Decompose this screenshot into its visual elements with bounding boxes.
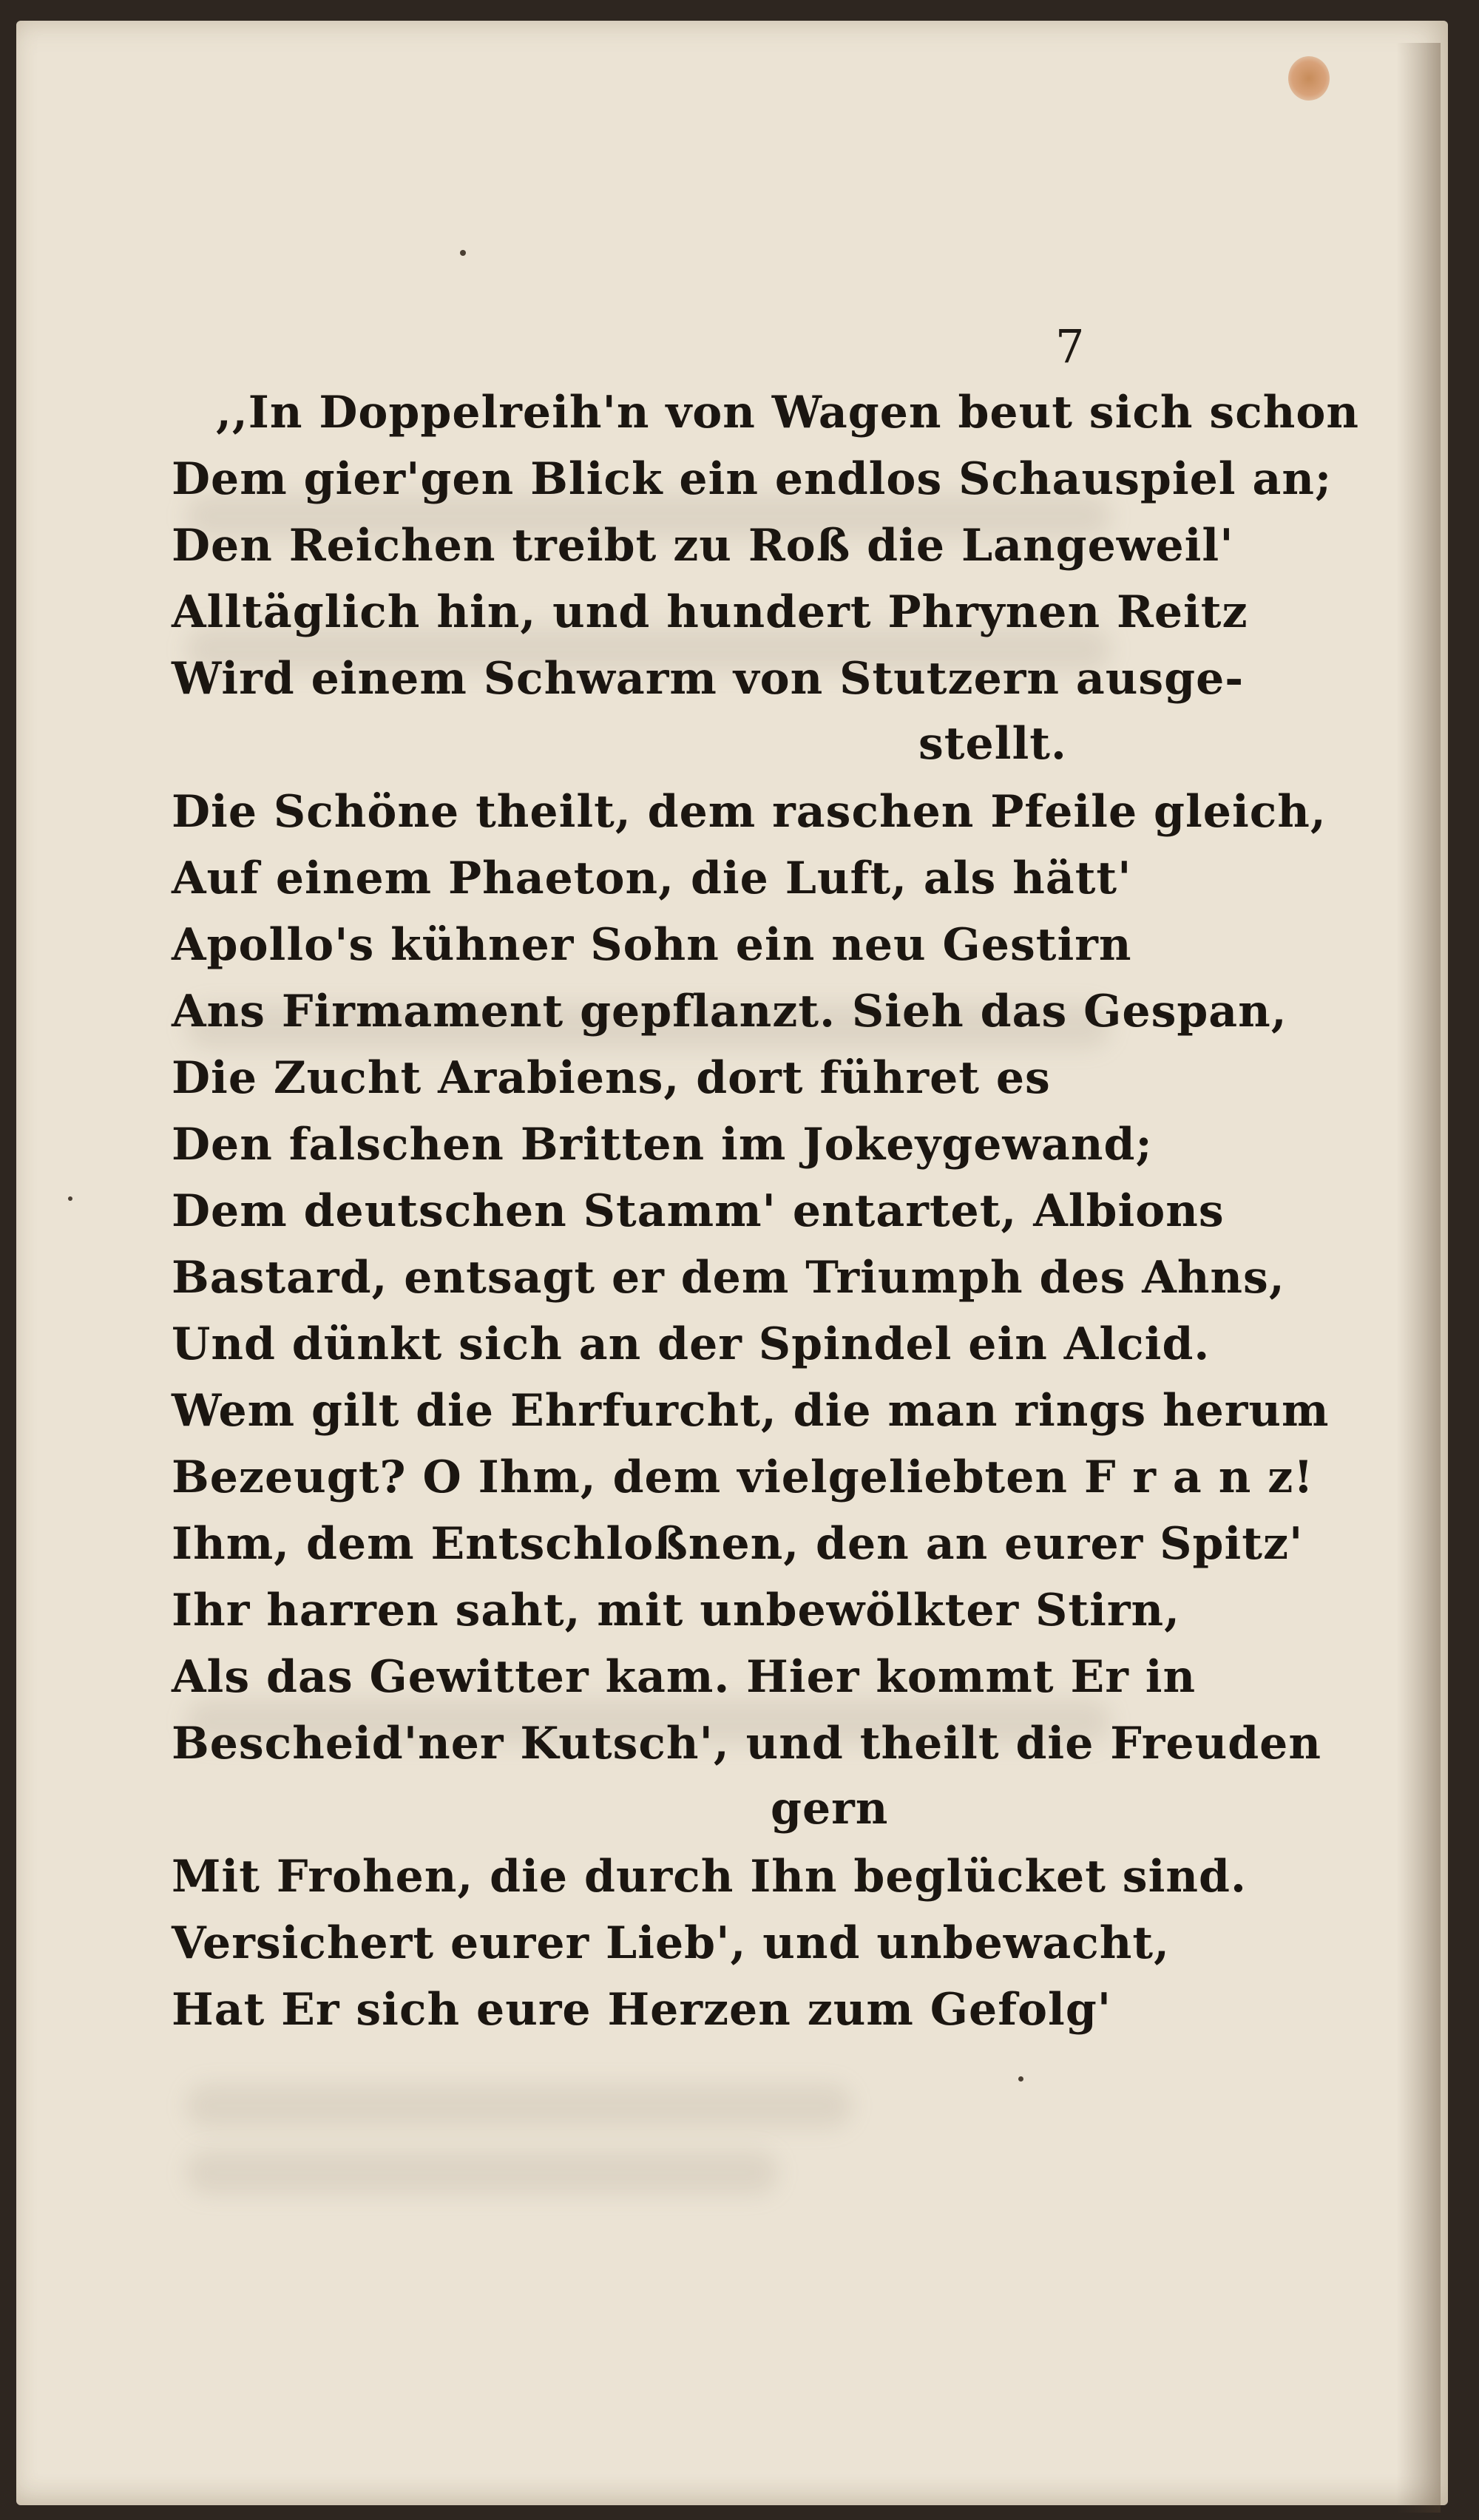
poem-line: Versichert eurer Lieb', und unbewacht, [172,1917,1171,1969]
show-through-text [186,2084,852,2128]
poem-line: Ihr harren saht, mit unbewölkter Stirn, [172,1585,1181,1636]
show-through-text [186,2150,778,2195]
poem-line: ,,In Doppelreih'n von Wagen beut sich schon [216,387,1359,438]
poem-line: Mit Frohen, die durch Ihn beglücket sind. [172,1851,1247,1903]
poem-line: Wem gilt die Ehrfurcht, die man rings herum [172,1385,1330,1437]
poem-line: Die Schöne theilt, dem raschen Pfeile gleich, [172,786,1327,838]
poem-line: Bastard, entsagt er dem Triumph des Ahns, [172,1252,1285,1304]
poem-line: Dem deutschen Stamm' entartet, Albions [172,1185,1225,1237]
page-number: 7 [1055,319,1085,373]
paper-speck [1018,2076,1023,2082]
poem-line: Alltäglich hin, und hundert Phrynen Reitz [172,586,1248,638]
poem-line: Den Reichen treibt zu Roß die Langeweil' [172,520,1234,572]
poem-line: Und dünkt sich an der Spindel ein Alcid. [172,1318,1211,1370]
poem-line-continuation: stellt. [918,718,1067,770]
poem-line: Auf einem Phaeton, die Luft, als hätt' [172,853,1132,904]
poem-line: Ans Firmament gepflanzt. Sieh das Gespan, [172,986,1287,1037]
poem-line: Dem gier'gen Blick ein endlos Schauspiel an; [172,453,1333,505]
poem-line: Hat Er sich eure Herzen zum Gefolg' [172,1984,1112,2036]
book-page [16,21,1448,2505]
poem-line: Bezeugt? O Ihm, dem vielgeliebten F r a n z! [172,1452,1314,1503]
poem-line: Bescheid'ner Kutsch', und theilt die Freuden [172,1718,1321,1769]
poem-line: Den falschen Britten im Jokeygewand; [172,1119,1153,1171]
paper-speck [460,250,466,256]
paper-speck [68,1196,72,1201]
poem-line-continuation: gern [771,1783,889,1835]
page-edge-shadow [1396,43,1441,2513]
poem-line: Ihm, dem Entschloßnen, den an eurer Spitz' [172,1518,1304,1570]
poem-line: Die Zucht Arabiens, dort führet es [172,1052,1051,1104]
paper-stain [1288,56,1330,101]
poem-line: Wird einem Schwarm von Stutzern ausge- [172,653,1245,705]
poem-line: Apollo's kühner Sohn ein neu Gestirn [172,919,1132,971]
poem-line: Als das Gewitter kam. Hier kommt Er in [172,1651,1197,1703]
